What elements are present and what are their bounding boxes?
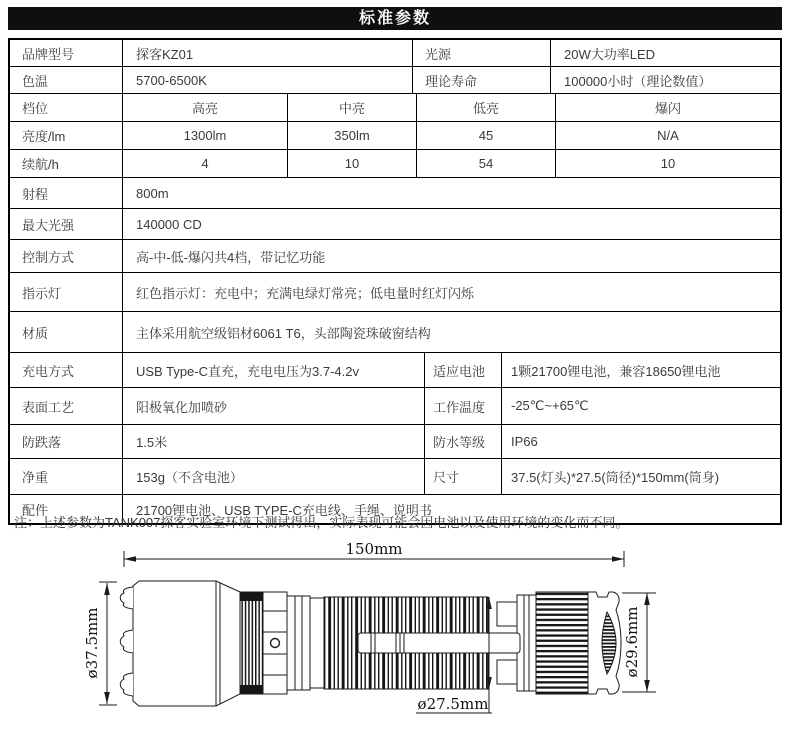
mode-mid: 中亮 [287, 94, 416, 121]
brightness-low: 45 [416, 122, 555, 149]
table-row [10, 93, 780, 121]
footnote: 注：上述参数为TANK007探客实验室环境下测试得出，实际表现可能会因电池以及使用环境的变化而不同。 [14, 515, 629, 530]
control-label: 控制方式 [22, 249, 75, 265]
bezel-crenellation [120, 587, 133, 609]
bezel-crenellation [120, 673, 133, 696]
light-source-label: 光源 [412, 40, 550, 66]
range-value: 800m [122, 178, 780, 208]
table-row [10, 208, 780, 239]
mode-low: 低亮 [416, 94, 555, 121]
table-row [10, 149, 780, 177]
body-diameter-label: ø27.5mm [417, 695, 489, 713]
lifespan-label: 理论寿命 [412, 67, 550, 93]
mode-high: 高亮 [122, 94, 287, 121]
material-label: 材质 [22, 325, 49, 341]
runtime-low: 54 [416, 150, 555, 177]
finish-label: 表面工艺 [22, 399, 75, 415]
intensity-value: 140000 CD [122, 209, 780, 239]
table-row [10, 272, 780, 311]
head-knurl-ring [240, 592, 263, 694]
brand-value: 探客KZ01 [122, 40, 412, 66]
table-row [10, 352, 780, 387]
battery-value: 1颗21700锂电池，兼容18650锂电池 [501, 353, 780, 387]
table-row [10, 66, 780, 93]
tail-knurl-ring [536, 592, 588, 694]
weight-label: 净重 [22, 470, 49, 485]
accessories-label: 配件 [22, 502, 49, 518]
flashlight-drawing [120, 581, 621, 706]
table-row [10, 40, 780, 66]
size-value: 37.5(灯头)*27.5(筒径)*150mm(筒身) [501, 459, 780, 494]
charging-label: 充电方式 [22, 363, 75, 379]
runtime-label: 续航/h [22, 157, 59, 172]
waterproof-value: IP66 [501, 425, 780, 458]
light-source-value: 20W大功率LED [550, 40, 780, 66]
table-row [10, 239, 780, 272]
head-diameter-label: ø37.5mm [83, 607, 101, 679]
intensity-label: 最大光强 [22, 217, 75, 233]
switch-button [271, 639, 280, 648]
accessories-value: 21700锂电池、USB TYPE-C充电线、手绳、说明书 [122, 495, 780, 523]
bezel-crenellation [120, 630, 133, 653]
color-temp-label: 色温 [22, 73, 49, 89]
drop-label: 防跌落 [22, 435, 62, 450]
size-label: 尺寸 [424, 459, 501, 494]
runtime-high: 4 [122, 150, 287, 177]
weight-value: 153g（不含电池） [122, 459, 424, 494]
table-row [10, 387, 780, 424]
brand-label: 品牌型号 [22, 46, 75, 62]
runtime-mid: 10 [287, 150, 416, 177]
drop-value: 1.5米 [122, 425, 424, 458]
indicator-value: 红色指示灯：充电中；充满电绿灯常亮；低电量时红灯闪烁 [122, 273, 780, 311]
brightness-high: 1300lm [122, 122, 287, 149]
brightness-strobe: N/A [555, 122, 780, 149]
range-label: 射程 [22, 186, 49, 202]
indicator-label: 指示灯 [22, 285, 62, 301]
material-value: 主体采用航空级铝材6061 T6，头部陶瓷珠破窗结构 [122, 312, 780, 352]
color-temp-value: 5700-6500K [122, 67, 412, 93]
work-temp-label: 工作温度 [424, 388, 501, 424]
finish-value: 阳极氧化加喷砂 [122, 388, 424, 424]
page-title: 标准参数 [8, 7, 782, 30]
table-row [10, 177, 780, 208]
table-row [10, 458, 780, 494]
brightness-label: 亮度/lm [22, 129, 66, 144]
mode-strobe: 爆闪 [555, 94, 780, 121]
table-row [10, 311, 780, 352]
table-row [10, 121, 780, 149]
lifespan-value: 100000小时（理论数值） [550, 67, 780, 93]
length-dimension-label: 150mm [345, 540, 403, 558]
control-value: 高-中-低-爆闪共4档，带记忆功能 [122, 240, 780, 272]
work-temp-value: -25℃~+65℃ [501, 388, 780, 424]
runtime-strobe: 10 [555, 150, 780, 177]
waterproof-label: 防水等级 [424, 425, 501, 458]
battery-label: 适应电池 [424, 353, 501, 387]
table-row [10, 424, 780, 458]
brightness-mid: 350lm [287, 122, 416, 149]
spec-table [8, 38, 782, 525]
tail-diameter-label: ø29.6mm [623, 606, 641, 678]
pocket-clip [358, 633, 520, 653]
charging-value: USB Type-C直充，充电电压为3.7-4.2v [122, 353, 424, 387]
flashlight-diagram [0, 535, 790, 750]
flashlight-head [133, 581, 240, 706]
mode-label: 档位 [22, 101, 49, 116]
